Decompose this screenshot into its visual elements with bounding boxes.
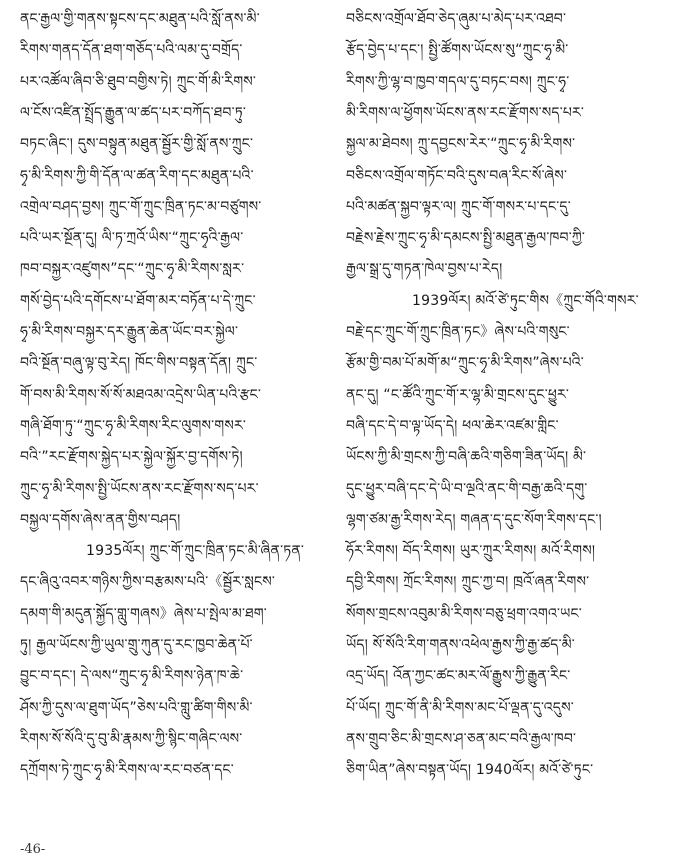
text-line: བྱུང་བ་དང་། དེ་ལས“ཀྲུང་ཧྭ་མི་རིགས་ཉེན་ཁ་ཆེ་ xyxy=(20,668,244,685)
text-line: རིགས་གནད་དོན་ཐག་གཅོད་པའི་ལམ་དུ་བགྲོད་ xyxy=(20,42,243,59)
text-line: པར་འཚོལ་ཞིབ་ཅི་ཐུབ་བགྱིས་ཏེ། ཀྲུང་གོ་མི་རིགས་ xyxy=(20,73,257,90)
text-line: དུང་ཕྱུར་བཞི་དང་དེ་ཡི་བ་ལྔའི་ནང་གི་བརྒྱ་ཆའི་དགུ་ xyxy=(346,480,588,497)
text-line: 1939ལོར། མའོ་ཙེ་ཏུང་གིས《ཀྲུང་གོའི་གསར་ xyxy=(412,292,639,309)
text-line: རྩོད་བྱེད་པ་དང་། སྤྱི་ཚོགས་ཡོངས་སུ“ཀྲུང་ཧྭ་མི་ xyxy=(346,42,569,59)
text-line: རྩོམ་གྱི་བམ་པོ་མགོ་མ“ཀྲུང་ཧྭ་མི་རིགས”ཞེས་པའི་ xyxy=(346,355,584,372)
text-line: ནས་གྲུབ་ཅིང་མི་གྲངས་ཤ་ཅན་མང་བའི་རྒྱལ་ཁབ་ xyxy=(346,730,577,747)
text-line: རྒྱལ་སྒྲ་དུ་གཏན་ཁེལ་བྱས་པ་རེད། xyxy=(346,261,503,278)
text-line: དབྱི་རིགས། ཀྲོང་རིགས། ཀྲུང་ཀྱ་བ། ཁྲའོ་ཞན་རིགས་ xyxy=(346,574,590,591)
text-line: བཅིངས་འགྲོལ་གཏོང་བའི་དུས་བཞ་རིང་སོ་ཞེས་ xyxy=(346,167,568,184)
text-line: གོ་བས་མི་རིགས་སོ་སོ་མཐའམ་འདྲེས་ཡིན་པའི་རྩང་ xyxy=(20,386,262,403)
text-line: ཡོད། སོ་སོའི་རིག་གནས་འཕེལ་རྒྱས་ཀྱི་རྒྱ་ཚད་མི་ xyxy=(346,637,575,653)
text-line: བའི་སྔོན་བཞུ་ལྟ་བུ་རེད། ཁོང་གིས་བསྟན་དོན། ཀྲུང་ xyxy=(20,355,258,372)
text-line: ནང་དུ། “ང་ཚོའི་ཀྲུང་གོ་ར་ལྷ་མི་གྲངས་དུང་ཕྱུར་ xyxy=(346,386,570,403)
page-number: -46- xyxy=(20,842,46,857)
text-line: པའི་མཚན་སྐྱབ་ལྟར་ལ། ཀྲུང་གོ་གསར་པ་དང་དུ་ xyxy=(346,198,571,215)
text-line: ཅིག་ཡིན”ཞེས་བསྟན་ཡོད། 1940ལོར། མའོ་ཙེ་ཏུང་ xyxy=(346,762,594,779)
text-line: བརྗེས་རྗེས་ཀྲུང་ཧྭ་མི་དམངས་སྤྱི་མཐུན་རྒྱལ་ཁབ་ཀྱི་ xyxy=(346,230,586,247)
text-line: གསོ་བྱེད་པའི་དགོངས་པ་ཐོག་མར་བཏོན་པ་དེ་ཀྲུང་ xyxy=(20,292,256,309)
text-line: བའི་”རང་རྫོགས་སྐྱེད་པར་སྐྱེལ་སྐྱོར་བྱ་དགོས་ཏེ། xyxy=(20,449,243,466)
text-line: 1935ལོར། ཀྲུང་གོ་ཀྲུང་ཁྲིན་ཏང་མི་ཞིན་ཏན་ xyxy=(86,543,305,560)
text-line: དམག་གི་མདུན་སྐྱོད་གླུ་གཞས》ཞེས་པ་སྤེལ་མ་ཐག་ xyxy=(20,605,267,622)
text-line: ལ་ངོས་འཛིན་སྤྲོད་རྒྱུན་ལ་ཚད་པར་བཀོད་ཐབ་ཏུ་ xyxy=(20,104,247,121)
text-line: པོ་ཡོད། ཀྲུང་གོ་ནི་མི་རིགས་མང་པོ་ལྡན་དུ་འདུས་ xyxy=(346,699,574,716)
text-line: ལྷག་ཙམ་རྒྱ་རིགས་རེད། གཞན་ད་དུང་སོག་རིགས་དང་། xyxy=(346,511,602,528)
text-line: ཧྭ་མི་རིགས་ཀྱི་གི་དོན་ལ་ཚན་རིག་དང་མཐུན་པའི་ xyxy=(20,167,254,184)
text-line: ཧོར་རིགས། བོད་རིགས། ཡུར་ཀྲུར་རིགས། མའོ་རིགས། xyxy=(346,543,596,560)
text-line: ཀྲུང་ཧྭ་མི་རིགས་སྤྱི་ཡོངས་ནས་རང་རྫོགས་སད་པར་ xyxy=(20,480,259,497)
text-line: བསྐྱལ་དགོས་ཞེས་ནན་གྱིས་བཤད། xyxy=(20,511,181,528)
text-line: སྐྱལ་མ་ཐེབས། ཀྲུ་དབྱངས་རེར་“ཀྲུང་ཧྭ་མི་རིགས་ xyxy=(346,136,576,153)
text-line: པའི་ཡར་སྔོན་དུ། ལི་ཏ་ཀྲའོ་ཡིས་“ཀྲུང་ཧྭའི་རྒྱལ་ xyxy=(20,230,244,247)
text-line: མི་རིགས་ལ་ཕྱོགས་ཡོངས་ནས་རང་རྫོགས་སད་པར་ xyxy=(346,104,585,121)
text-line: དཀྲོགས་ཏེ་ཀྲུང་ཧྭ་མི་རིགས་ལ་རང་བཙན་དང་ xyxy=(20,762,234,779)
text-line: འགྲེལ་བཤད་བྱས། ཀྲུང་གོ་ཀྲུང་ཁྲིན་ཏང་མ་བཙུགས་ xyxy=(20,198,262,215)
text-line: རིགས་ཀྱི་ལྷ་བ་ཁྱབ་གདལ་དུ་བཏང་བས། ཀྲུང་ཧྭ་ xyxy=(346,73,570,90)
text-line: ཤོས་ཀྱི་དུས་ལ་ཐུག་ཡོད”ཅེས་པའི་གླུ་ཚིག་གིས་མི་ xyxy=(20,699,253,716)
text-line: འདྲ་ཡོད། འོན་ཀྱང་ཚང་མར་ལོ་རྒྱུས་ཀྱི་རྒྱུན་རིང་ xyxy=(346,668,571,685)
text-line: རིགས་སོ་སོའི་དུ་བུ་མི་རྣམས་ཀྱི་སྙིང་གཞིང་ལས་ xyxy=(20,730,243,747)
text-line: ནང་རྒྱལ་གྱི་གནས་སྟངས་དང་མཐུན་པའི་སློ་ནས་མི་ xyxy=(20,11,260,27)
text-line: བརྗེ་དང་ཀྲུང་གོ་ཀྲུང་ཁྲིན་ཏང》ཞེས་པའི་གསུང་ xyxy=(346,324,570,340)
text-line: དང་ཞིའུ་འབར་གཉིས་ཀྱིས་བརྩམས་པའི་《སྦྱོར་སླངས་ xyxy=(20,574,276,591)
text-line: སོགས་གྲངས་འབུམ་མི་རིགས་བཅུ་ཕྲག་འགའ་ཡང་ xyxy=(346,605,582,622)
text-line: བཞི་དང་དེ་བ་ལྟ་ཡོད་དེ། ཕལ་ཆེར་འཛམ་གླིང་ xyxy=(346,417,559,434)
text-line: གཞི་ཐོག་ཏུ་“ཀྲུང་ཧྭ་མི་རིགས་རིང་ལུགས་གསར་ xyxy=(20,417,247,434)
text-line: ཧྭ་མི་རིགས་བསྐྱར་དར་རྒྱུན་ཆེན་ཡོང་བར་སྐྱེལ་ xyxy=(20,324,239,340)
text-line: བཅིངས་འགྲོལ་ཐོབ་ཅེད་ཞུམ་པ་མེད་པར་འཐབ་ xyxy=(346,11,567,27)
text-line: ཁབ་བསྐྱར་འཛུགས”དང་“ཀྲུང་ཧྭ་མི་རིགས་སླར་ xyxy=(20,261,245,278)
text-line: ཡོངས་ཀྱི་མི་གྲངས་ཀྱི་བཞི་ཆའི་གཅིག་ཟིན་ཡོད། མི་ xyxy=(346,449,587,466)
text-line: བཏང་ཞིང་། དུས་བསྟུན་མཐུན་སྦྱོར་གྱི་སློ་ནས་ཀྲུང་ xyxy=(20,136,254,153)
text-line: ཏུ། རྒྱལ་ཡོངས་ཀྱི་ཡུལ་གྲུ་ཀུན་དུ་རང་ཁྱབ་ཆེན་པོ་ xyxy=(20,637,253,653)
